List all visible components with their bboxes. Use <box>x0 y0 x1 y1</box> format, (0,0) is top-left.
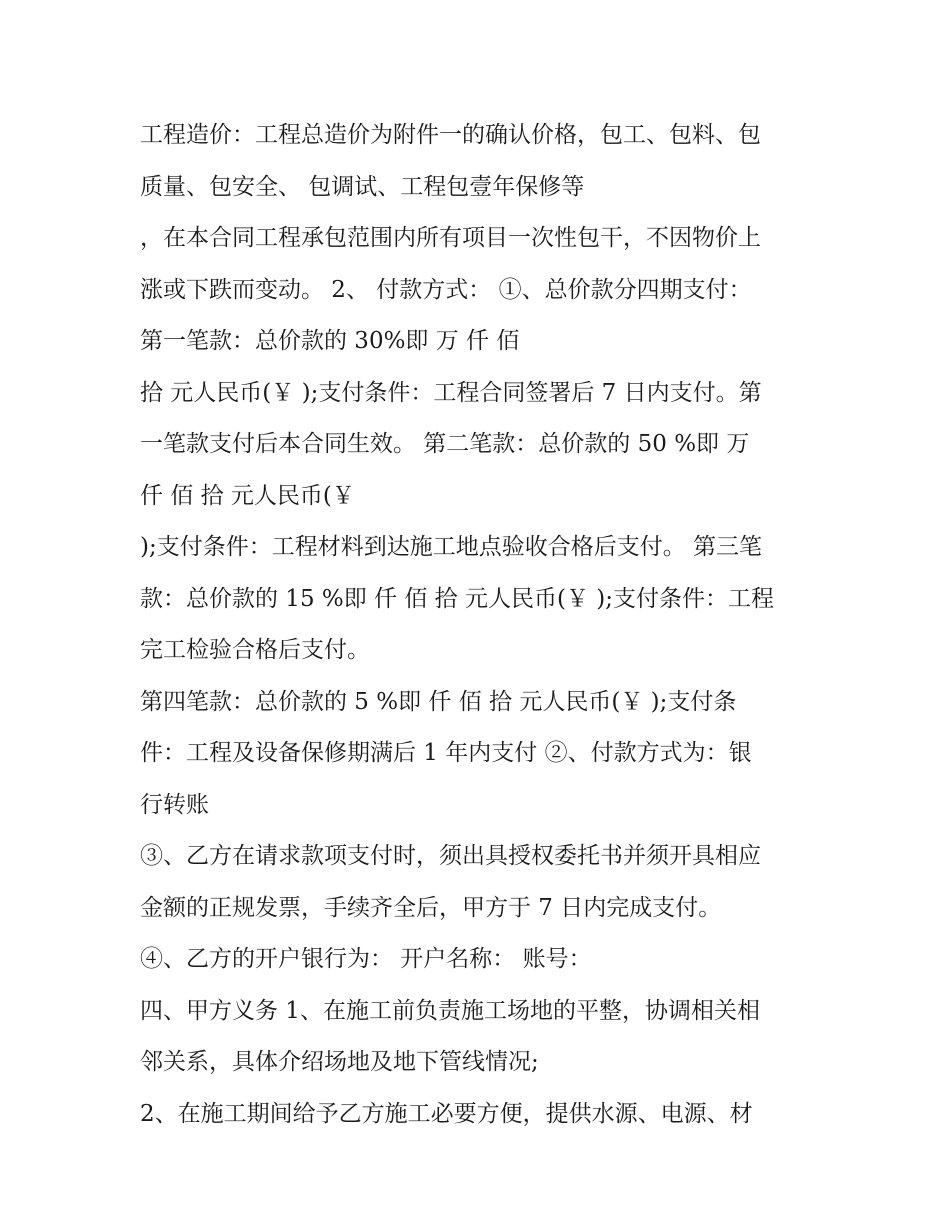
text-line: 邻关系，具体介绍场地及地下管线情况; <box>140 1049 539 1075</box>
text-line: 第一笔款：总价款的 30%即 万 仟 佰 <box>140 328 520 354</box>
text-line: 款：总价款的 15 %即 仟 佰 拾 元人民币(￥ );支付条件：工程 <box>140 585 774 612</box>
text-line: 件：工程及设备保修期满后 1 年内支付 ②、付款方式为：银 <box>140 740 752 766</box>
text-line: ③、乙方在请求款项支付时，须出具授权委托书并须开具相应 <box>140 843 761 869</box>
text-line: 四、甲方义务 1、在施工前负责施工场地的平整，协调相关相 <box>140 997 760 1024</box>
text-line: 涨或下跌而变动。 2、 付款方式： ①、总价款分四期支付： <box>140 276 752 303</box>
text-line: ，在本合同工程承包范围内所有项目一次性包干，不因物价上 <box>140 225 761 251</box>
text-line: 金额的正规发票，手续齐全后，甲方于 7 日内完成支付。 <box>140 894 722 921</box>
text-line: 2、在施工期间给予乙方施工必要方便，提供水源、电源、材 <box>140 1100 753 1127</box>
text-line: 质量、包安全、 包调试、工程包壹年保修等 <box>140 173 585 200</box>
text-line: 仟 佰 拾 元人民币(￥ <box>140 482 355 509</box>
text-line: 工程造价：工程总造价为附件一的确认价格，包工、包料、包 <box>140 122 761 148</box>
text-line: ④、乙方的开户银行为： 开户名称： 账号： <box>140 946 592 972</box>
text-line: 拾 元人民币(￥ );支付条件：工程合同签署后 7 日内支付。第 <box>140 379 762 406</box>
text-line: 完工检验合格后支付。 <box>140 637 370 663</box>
text-line: 行转账 <box>140 791 209 818</box>
contract-body-text <box>140 110 830 1140</box>
text-line: );支付条件：工程材料到达施工地点验收合格后支付。 第三笔 <box>140 534 763 560</box>
text-line: 一笔款支付后本合同生效。 第二笔款：总价款的 50 %即 万 <box>140 431 750 457</box>
text-line: 第四笔款：总价款的 5 %即 仟 佰 拾 元人民币(￥ );支付条 <box>140 688 737 715</box>
